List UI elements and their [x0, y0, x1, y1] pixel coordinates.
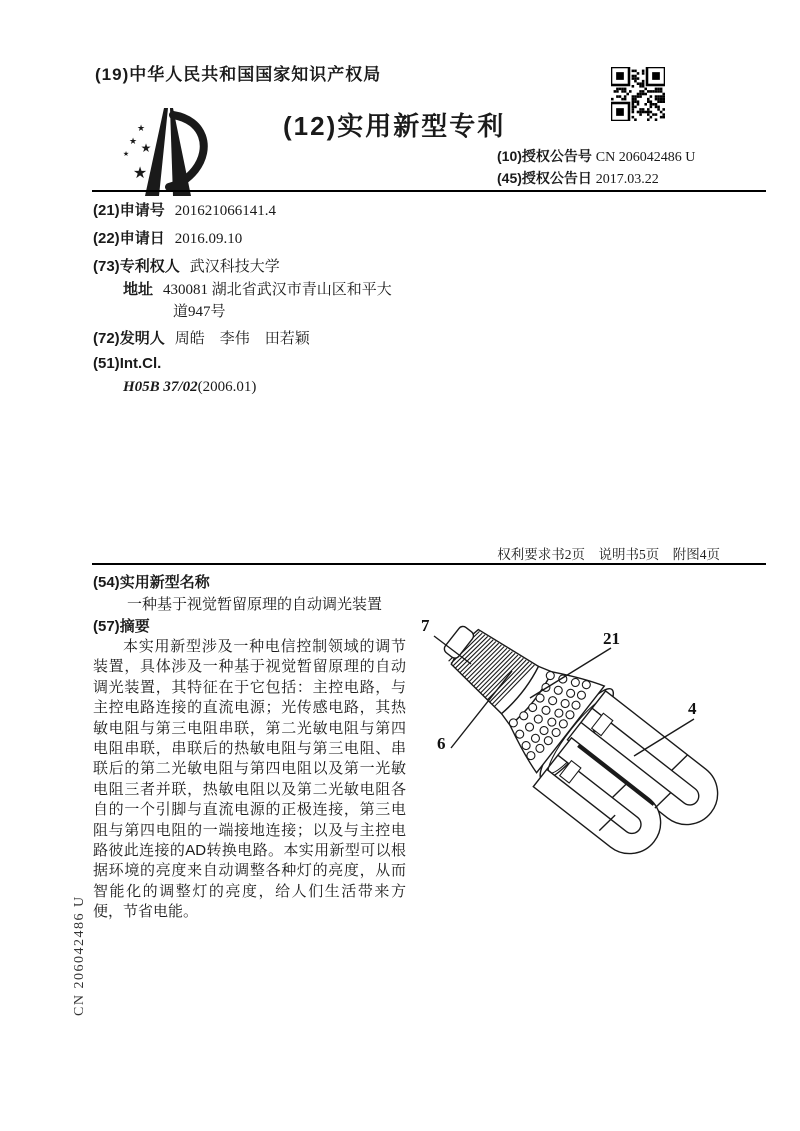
- lamp-figure-icon: [408, 598, 768, 888]
- figure-label-6: 6: [437, 734, 446, 753]
- address-label: 地址: [123, 281, 154, 298]
- inventors-value: 周皓 李伟 田若颖: [174, 330, 310, 347]
- figure-label-4: 4: [688, 699, 697, 718]
- address-row-2: [173, 300, 533, 321]
- qr-code-icon: [611, 67, 665, 121]
- publication-date-value: 2017.03.22: [595, 172, 659, 187]
- address-row: [123, 278, 483, 299]
- field-code: (51): [93, 355, 120, 372]
- application-number-row: [93, 199, 453, 220]
- application-number-value: 201621066141.4: [174, 203, 276, 219]
- publication-number-row: [497, 146, 695, 168]
- patent-drawing: [408, 598, 768, 888]
- intcl-value-row: [123, 378, 483, 396]
- intcl-version-value: (2006.01): [197, 379, 257, 395]
- title-section-heading: [93, 571, 210, 592]
- cnipa-logo: [110, 96, 222, 204]
- field-code: (21): [93, 202, 120, 219]
- patentee-value: 武汉科技大学: [189, 258, 280, 275]
- document-type-title: (12)实用新型专利: [283, 111, 506, 141]
- publication-date-label: (45)授权公告日: [497, 170, 592, 186]
- application-date-row: [93, 227, 453, 248]
- intcl-class-value: H05B 37/02: [123, 379, 198, 395]
- publication-number-value: CN 206042486 U: [595, 150, 696, 165]
- svg-text:★: ★: [136, 123, 146, 133]
- field-code: (54): [93, 574, 120, 591]
- svg-text:★: ★: [128, 136, 138, 146]
- figure-label-21: 21: [603, 629, 620, 648]
- inventors-label: 发明人: [119, 330, 165, 347]
- svg-text:★: ★: [122, 151, 130, 158]
- inventors-row: [93, 327, 453, 348]
- abstract-section-label: 摘要: [119, 618, 150, 635]
- publication-block: [497, 146, 695, 190]
- body-divider: [92, 563, 766, 565]
- title-section-label: 实用新型名称: [119, 574, 210, 591]
- svg-text:★: ★: [132, 165, 148, 182]
- qr-code: [611, 67, 665, 121]
- publication-date-row: [497, 168, 695, 190]
- abstract-text: 本实用新型涉及一种电信控制领域的调节装置，具体涉及一种基于视觉暂留原理的自动调光装置，其特征在于它包括：主控电路，与主控电路连接的直流电源；光传感电路，其热敏电阻与第三电阻串联，第二光敏电阻与第四电阻串联，串联后的热敏电阻与第三电阻、串联后的第二光敏电阻与第四电阻以及第一光敏电阻三者并联，热敏电阻以及第二光敏电阻各自的一个引脚与直流电源的正极连接，第三电阻与第四电阻的一端接地连接；以及与主控电路彼此连接的AD转换电路。本实用新型可以根据环境的亮度来自动调整各种灯的亮度，从而智能化的调整灯的亮度，给人们生活带来方便，节省电能。: [93, 638, 406, 921]
- field-code: (57): [93, 618, 120, 635]
- publication-number-label: (10)授权公告号: [497, 148, 592, 164]
- field-code: (22): [93, 230, 120, 247]
- application-number-label: 申请号: [119, 202, 165, 219]
- address-line1: 430081 湖北省武汉市青山区和平大: [163, 282, 392, 298]
- patentee-label: 专利权人: [119, 258, 180, 275]
- field-code: (73): [93, 258, 120, 275]
- header-divider: [92, 190, 766, 192]
- cnipa-logo-icon: [110, 96, 222, 204]
- patentee-row: [93, 255, 453, 276]
- svg-text:★: ★: [140, 141, 152, 155]
- intcl-row: [93, 355, 453, 372]
- pages-info: 权利要求书2页 说明书5页 附图4页: [497, 547, 720, 562]
- patent-office-name: (19)中华人民共和国国家知识产权局: [95, 65, 382, 84]
- abstract-section-heading: [93, 615, 150, 636]
- invention-title: 一种基于视觉暂留原理的自动调光装置: [127, 596, 383, 613]
- address-line2: 道947号: [173, 304, 226, 320]
- figure-label-7: 7: [421, 616, 430, 635]
- field-code: (72): [93, 330, 120, 347]
- intcl-label: Int.Cl.: [119, 355, 162, 372]
- application-date-value: 2016.09.10: [174, 231, 243, 247]
- sidebar-publication-code: CN 206042486 U: [72, 895, 87, 1016]
- application-date-label: 申请日: [119, 230, 165, 247]
